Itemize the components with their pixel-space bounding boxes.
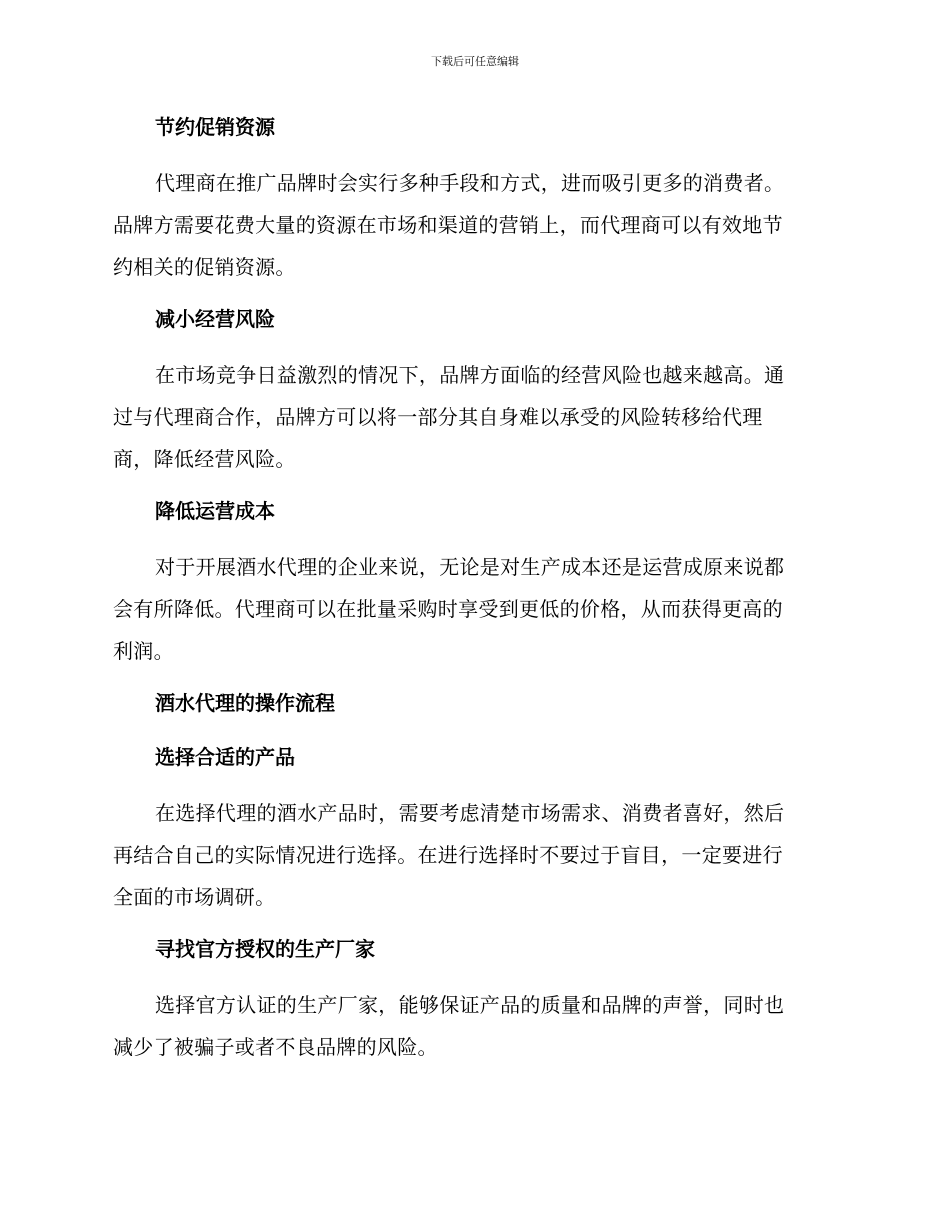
section-heading-find-manufacturer: 寻找官方授权的生产厂家: [155, 937, 375, 961]
paragraph-line: 商，降低经营风险。: [113, 447, 296, 471]
paragraph-line: 过与代理商合作，品牌方可以将一部分其自身难以承受的风险转移给代理: [113, 405, 763, 429]
paragraph-line: 代理商在推广品牌时会实行多种手段和方式，进而吸引更多的消费者。: [155, 171, 785, 195]
paragraph-line: 品牌方需要花费大量的资源在市场和渠道的营销上，而代理商可以有效地节: [113, 213, 783, 237]
paragraph-line: 选择官方认证的生产厂家，能够保证产品的质量和品牌的声誉，同时也: [155, 993, 785, 1017]
paragraph-choose-product: [113, 792, 831, 918]
section-heading-choose-product: 选择合适的产品: [155, 745, 295, 769]
section-heading-lower-cost: 降低运营成本: [155, 499, 275, 523]
paragraph-line: 约相关的促销资源。: [113, 255, 296, 279]
paragraph-find-manufacturer: [113, 984, 831, 1068]
section-heading-process: 酒水代理的操作流程: [155, 691, 335, 715]
paragraph-save-promotion: [113, 162, 831, 288]
section-heading-reduce-risk: 减小经营风险: [155, 307, 275, 331]
paragraph-line: 在选择代理的酒水产品时，需要考虑清楚市场需求、消费者喜好，然后: [155, 801, 785, 825]
paragraph-line: 再结合自己的实际情况进行选择。在进行选择时不要过于盲目，一定要进行: [113, 843, 783, 867]
document-body: [113, 108, 831, 1080]
paragraph-lower-cost: [113, 546, 831, 672]
paragraph-reduce-risk: [113, 354, 831, 480]
page-header: 下载后可任意编辑: [431, 55, 519, 68]
paragraph-line: 减少了被骗子或者不良品牌的风险。: [113, 1035, 438, 1059]
paragraph-line: 对于开展酒水代理的企业来说，无论是对生产成本还是运营成原来说都: [155, 555, 785, 579]
paragraph-line: 全面的市场调研。: [113, 885, 276, 909]
paragraph-line: 会有所降低。代理商可以在批量采购时享受到更低的价格，从而获得更高的: [113, 597, 783, 621]
paragraph-line: 在市场竞争日益激烈的情况下，品牌方面临的经营风险也越来越高。通: [155, 363, 785, 387]
paragraph-line: 利润。: [113, 639, 174, 663]
section-heading-save-promotion: 节约促销资源: [155, 115, 275, 139]
